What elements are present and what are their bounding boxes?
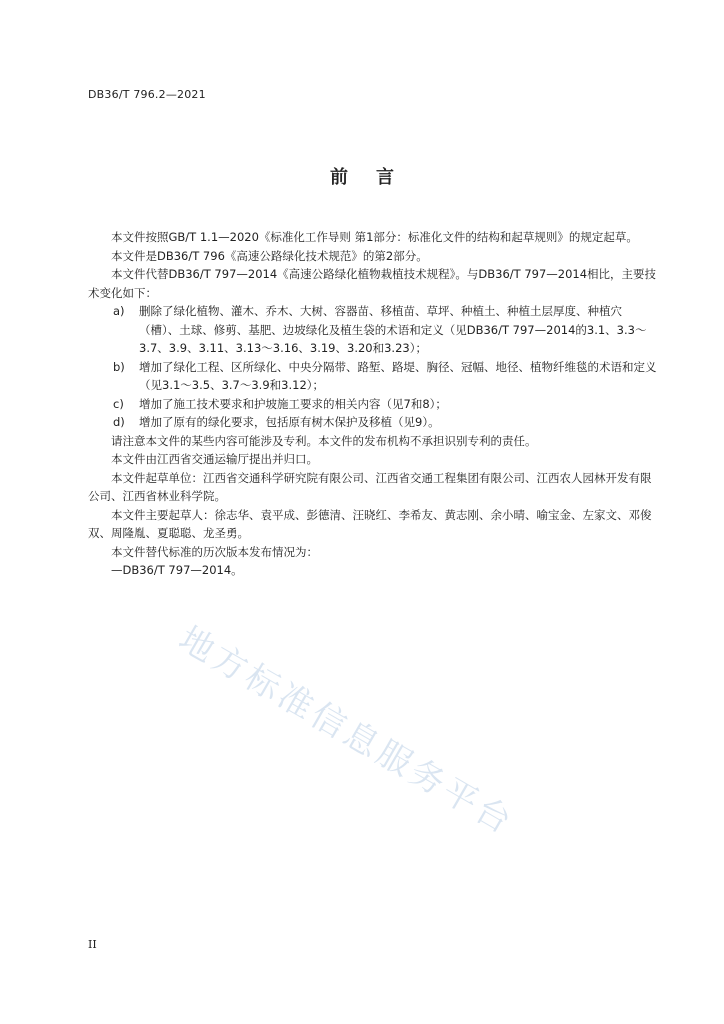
list-item xyxy=(88,358,658,395)
standard-code: DB36/T 796.2—2021 xyxy=(88,88,206,101)
paragraph-drafting-rules: 本文件按照GB/T 1.1—2020《标准化工作导则 第1部分：标准化文件的结构和起草规则》的规定起草。 xyxy=(111,230,638,244)
list-marker: d) xyxy=(113,415,125,429)
paragraph-patent-notice: 请注意本文件的某些内容可能涉及专利。本文件的发布机构不承担识别专利的责任。 xyxy=(111,433,537,448)
foreword-body xyxy=(88,228,658,580)
list-text: 增加了绿化工程、区所绿化、中央分隔带、路堑、路堤、胸径、冠幅、地径、植物纤维毯的术语和定义（见3.1～3.5、3.7～3.9和3.12）； xyxy=(139,359,657,392)
paragraph-proposer: 本文件由江西省交通运输厅提出并归口。 xyxy=(111,452,318,466)
paragraph-replacement: 本文件代替DB36/T 797—2014《高速公路绿化植物栽植技术规程》。与DB36/T 797—2014相比，主要技术变化如下： xyxy=(88,267,657,300)
list-marker: c) xyxy=(113,396,124,411)
paragraph-history-intro: 本文件替代标准的历次版本发布情况为： xyxy=(111,544,318,559)
list-marker: a) xyxy=(113,304,125,318)
list-item xyxy=(88,395,658,414)
list-item xyxy=(88,413,658,432)
title-char-1: 前 xyxy=(330,167,348,188)
paragraph-drafting-units: 本文件起草单位：江西省交通科学研究院有限公司、江西省交通工程集团有限公司、江西农人园林开发有限公司、江西省林业科学院。 xyxy=(88,470,652,503)
paragraph-part-info: 本文件是DB36/T 796《高速公路绿化技术规范》的第2部分。 xyxy=(111,248,428,263)
page-title xyxy=(0,163,724,189)
title-char-2: 言 xyxy=(376,167,394,188)
list-item xyxy=(88,302,658,358)
paragraph-drafters: 本文件主要起草人：徐志华、袁平成、彭德清、汪晓红、李希友、黄志刚、余小晴、喻宝金、左家文、邓俊双、周隆胤、夏聪聪、龙圣勇。 xyxy=(88,507,652,540)
list-text: 增加了施工技术要求和护坡施工要求的相关内容（见7和8）； xyxy=(139,396,447,411)
page-number: II xyxy=(88,938,97,951)
paragraph-history-item: —DB36/T 797—2014。 xyxy=(111,563,243,577)
list-text: 增加了原有的绿化要求，包括原有树木保护及移植（见9）。 xyxy=(139,415,440,429)
list-marker: b) xyxy=(113,359,125,374)
list-text: 删除了绿化植物、灌木、乔木、大树、容器苗、移植苗、草坪、种植土、种植土层厚度、种植穴（槽）、土球、修剪、基肥、边坡绿化及植生袋的术语和定义（见DB36/T 797—2014的3.1、3.3～3.7、3.9、3.11、3.13～3.16、3.19、3.20和3.23）； xyxy=(139,304,647,355)
watermark-text: 地方标准信息服务平台 xyxy=(172,618,522,844)
